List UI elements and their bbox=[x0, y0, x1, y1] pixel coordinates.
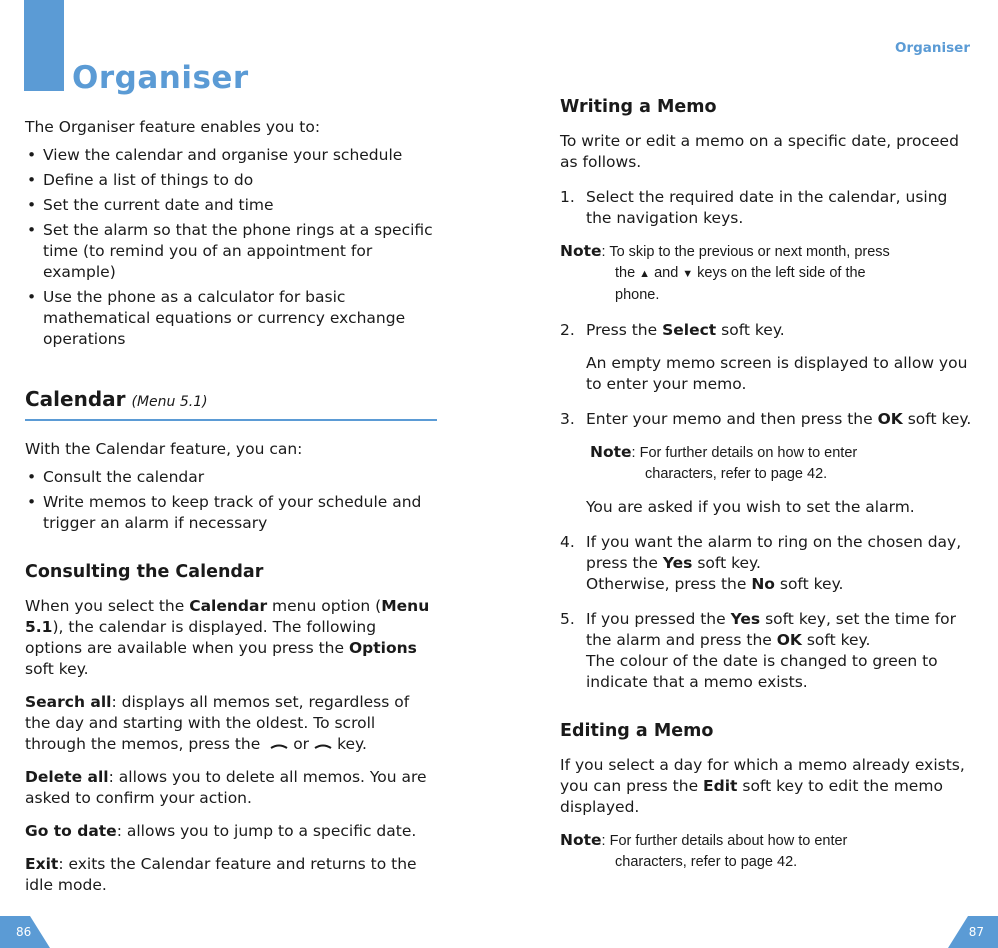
list-item: • Write memos to keep track of your schedule and trigger an alarm if necessary bbox=[25, 492, 437, 534]
delete-all-option: Delete all: allows you to delete all memos. You are asked to confirm your action. bbox=[25, 768, 427, 807]
list-item: • Consult the calendar bbox=[25, 467, 437, 488]
list-item: • Set the current date and time bbox=[25, 195, 437, 216]
note-edit-characters: Note: For further details about how to enter characters, refer to page 42. bbox=[560, 831, 848, 870]
calendar-intro: With the Calendar feature, you can: bbox=[25, 440, 303, 458]
editing-memo-heading: Editing a Memo bbox=[560, 721, 714, 741]
chapter-tab-decoration bbox=[24, 0, 64, 91]
right-column bbox=[560, 95, 972, 873]
calendar-menu-ref: (Menu 5.1) bbox=[131, 394, 208, 410]
calendar-heading-text: Calendar bbox=[25, 387, 126, 411]
scroll-down-key-icon bbox=[313, 740, 333, 750]
note-enter-characters: Note: For further details on how to enter characters, refer to page 42. bbox=[590, 443, 858, 482]
page-number-left: 86 bbox=[0, 908, 50, 948]
exit-option: Exit: exits the Calendar feature and returns to the idle mode. bbox=[25, 855, 417, 894]
go-to-date-option: Go to date: allows you to jump to a specific date. bbox=[25, 822, 417, 840]
search-all-option: Search all: displays all memos set, regardless of the day and starting with the oldest. To scroll through the memos, press the or key. bbox=[25, 693, 410, 753]
intro-text: The Organiser feature enables you to: bbox=[25, 118, 321, 136]
intro-bullet-list bbox=[25, 145, 437, 350]
list-item: • Use the phone as a calculator for basic mathematical equations or currency exchange operations bbox=[25, 287, 437, 350]
calendar-section-heading bbox=[25, 386, 437, 421]
page-title: Organiser bbox=[72, 60, 249, 96]
writing-steps bbox=[560, 187, 972, 229]
left-column bbox=[25, 117, 437, 896]
writing-steps-continued bbox=[560, 320, 972, 693]
writing-intro: To write or edit a memo on a specific date, proceed as follows. bbox=[560, 132, 959, 171]
editing-paragraph: If you select a day for which a memo already exists, you can press the Edit soft key to edit the memo displayed. bbox=[560, 756, 965, 816]
consulting-paragraph: When you select the Calendar menu option (Menu 5.1), the calendar is displayed. The following options are available when you press the Options soft key. bbox=[25, 597, 430, 678]
list-item: • Define a list of things to do bbox=[25, 170, 437, 191]
consulting-heading: Consulting the Calendar bbox=[25, 562, 264, 582]
page-number-right: 87 bbox=[948, 908, 998, 948]
note-skip-month: Note: To skip to the previous or next month, press the ▲ and ▼ keys on the left side of the phone. bbox=[560, 242, 890, 303]
calendar-bullet-list bbox=[25, 467, 437, 534]
down-arrow-icon: ▼ bbox=[682, 268, 694, 280]
up-arrow-icon: ▲ bbox=[639, 268, 651, 280]
step-item: 5. If you pressed the Yes soft key, set the time for the alarm and press the OK soft key. The colour of the date is changed to green to indicate that a memo exists. bbox=[560, 610, 957, 691]
step-item: 3. Enter your memo and then press the OK soft key. Note: For further details on how to enter characters, refer to page 42. You are asked if you wish to set the alarm. bbox=[560, 410, 972, 516]
list-item: • View the calendar and organise your schedule bbox=[25, 145, 437, 166]
scroll-up-key-icon bbox=[269, 740, 289, 750]
list-item: • Set the alarm so that the phone rings at a specific time (to remind you of an appointment for example) bbox=[25, 220, 437, 283]
step-item: 2. Press the Select soft key. An empty memo screen is displayed to allow you to enter your memo. bbox=[560, 321, 968, 393]
writing-memo-heading: Writing a Memo bbox=[560, 97, 717, 117]
step-item: 1. Select the required date in the calendar, using the navigation keys. bbox=[560, 188, 948, 227]
running-header: Organiser bbox=[895, 40, 970, 56]
step-item: 4. If you want the alarm to ring on the chosen day, press the Yes soft key. Otherwise, press the No soft key. bbox=[560, 533, 962, 593]
